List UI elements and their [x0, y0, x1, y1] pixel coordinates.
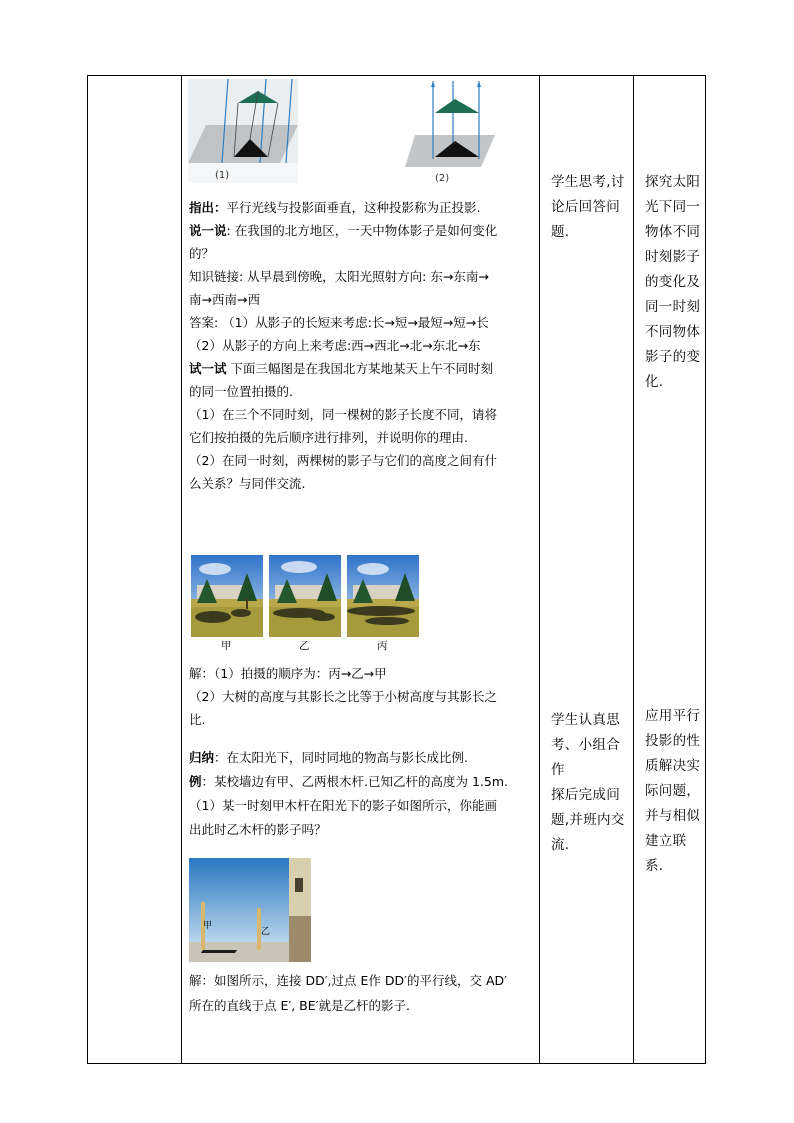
design-intent-2 [645, 704, 703, 879]
text-line-heading: 例 [189, 774, 202, 789]
text-line: 所在的直线于点 E′, BE′就是乙杆的影子. [189, 998, 410, 1013]
tree-photo-bing [347, 555, 419, 637]
design-intent-1 [645, 170, 700, 395]
figure-caption-1: (1) [215, 170, 230, 181]
figure-caption-2: (2) [435, 173, 450, 184]
text-line: （2）大树的高度与其影长之比等于小树高度与其影长之 [189, 689, 497, 704]
oblique-projection-figure [188, 79, 298, 183]
text-line: 题. [551, 224, 570, 240]
text-line: 探后完成问 [551, 787, 620, 803]
text-line-body: : 在我国的北方地区，一天中物体影子是如何变化 [226, 223, 498, 238]
text-line: 应用平行 [645, 708, 701, 724]
text-line [189, 357, 537, 380]
text-line: 论后回答问 [551, 199, 620, 215]
column-divider [539, 76, 540, 1063]
text-line-body: 平行光线与投影面垂直，这种投影称为正投影. [226, 200, 481, 215]
text-line: 际问题， [645, 783, 701, 799]
orthographic-projection-figure [405, 79, 495, 183]
text-line: （1）某一时刻甲木杆在阳光下的影子如图所示，你能画 [189, 798, 497, 813]
text-line [189, 219, 537, 242]
tree-photo-jia [191, 555, 263, 637]
wooden-poles-figure [189, 858, 311, 962]
column-divider [181, 76, 182, 1063]
design-intent-column [639, 76, 703, 1063]
text-line: 南→西南→西 [189, 292, 260, 307]
student-activity-column [545, 76, 633, 1063]
text-line: 答案: （1）从影子的长短来考虑:长→短→最短→短→长 [189, 315, 489, 330]
text-line: 的变化及 [645, 274, 701, 290]
text-line: 建立联系. [645, 833, 687, 874]
text-line: 学生思考,讨 [551, 174, 625, 190]
text-line: （2）在同一时刻，两棵树的影子与它们的高度之间有什 [189, 453, 497, 468]
text-line: （2）从影子的方向上来考虑:西→西北→北→东北→东 [189, 338, 481, 353]
text-line: 投影的性 [645, 733, 701, 749]
text-line: 流. [551, 837, 570, 853]
pole-label-yi: 乙 [261, 927, 271, 937]
lesson-table [87, 75, 706, 1064]
text-line [189, 770, 537, 793]
tree-label-bing: 丙 [377, 640, 388, 652]
text-line: 物体不同 [645, 224, 701, 240]
text-line-body: 下面三幅图是在我国北方某地某天上午不同时刻 [226, 361, 493, 376]
text-line: 光下同一 [645, 199, 701, 215]
student-activity-1 [551, 170, 625, 245]
text-line: 探究太阳 [645, 174, 701, 190]
text-line: 解：如图所示，连接 DD′,过点 E作 DD′的平行线，交 AD′ [189, 973, 507, 988]
text-line-heading: 归纳 [189, 750, 215, 765]
text-line: （1）在三个不同时刻，同一棵树的影子长度不同，请将 [189, 407, 497, 422]
text-line: 并与相似 [645, 808, 701, 824]
text-line: 的？ [189, 246, 215, 261]
text-line: 时刻影子 [645, 249, 701, 265]
text-line: 质解决实 [645, 758, 701, 774]
text-line: 学生认真思 [551, 712, 620, 728]
text-line: 出此时乙木杆的影子吗？ [189, 822, 327, 837]
text-line [189, 196, 537, 219]
text-line: 解：（1）拍摄的顺序为：丙→乙→甲 [189, 666, 387, 681]
pole-label-jia: 甲 [203, 921, 213, 931]
text-line: 题,并班内交 [551, 812, 625, 828]
tree-label-yi: 乙 [299, 640, 310, 652]
text-line: 的同一位置拍摄的. [189, 384, 293, 399]
content-column [183, 76, 539, 1063]
text-line: 知识链接: 从早晨到傍晚，太阳光照射方向: 东→东南→ [189, 269, 489, 284]
text-line: 比. [189, 712, 206, 727]
text-line [189, 746, 537, 769]
text-line: 它们按拍摄的先后顺序进行排列，并说明你的理由. [189, 430, 468, 445]
text-line: 考、小组合作 [551, 737, 620, 778]
student-activity-2 [551, 708, 633, 858]
text-line: 化. [645, 374, 664, 390]
text-line: 么关系？与同伴交流. [189, 476, 306, 491]
text-line: 不同物体 [645, 324, 701, 340]
text-line-heading: 说一说 [189, 223, 227, 238]
text-line: 影子的变 [645, 349, 701, 365]
text-line: 同一时刻 [645, 299, 701, 315]
tree-photo-yi [269, 555, 341, 637]
text-line-heading: 指出： [189, 200, 227, 215]
text-line-body: ：某校墙边有甲、乙两根木杆.已知乙杆的高度为 1.5m. [201, 774, 508, 789]
tree-label-jia: 甲 [221, 640, 232, 652]
column-divider [633, 76, 634, 1063]
text-line-body: ：在太阳光下，同时同地的物高与影长成比例. [214, 750, 468, 765]
text-line-heading: 试一试 [189, 361, 227, 376]
